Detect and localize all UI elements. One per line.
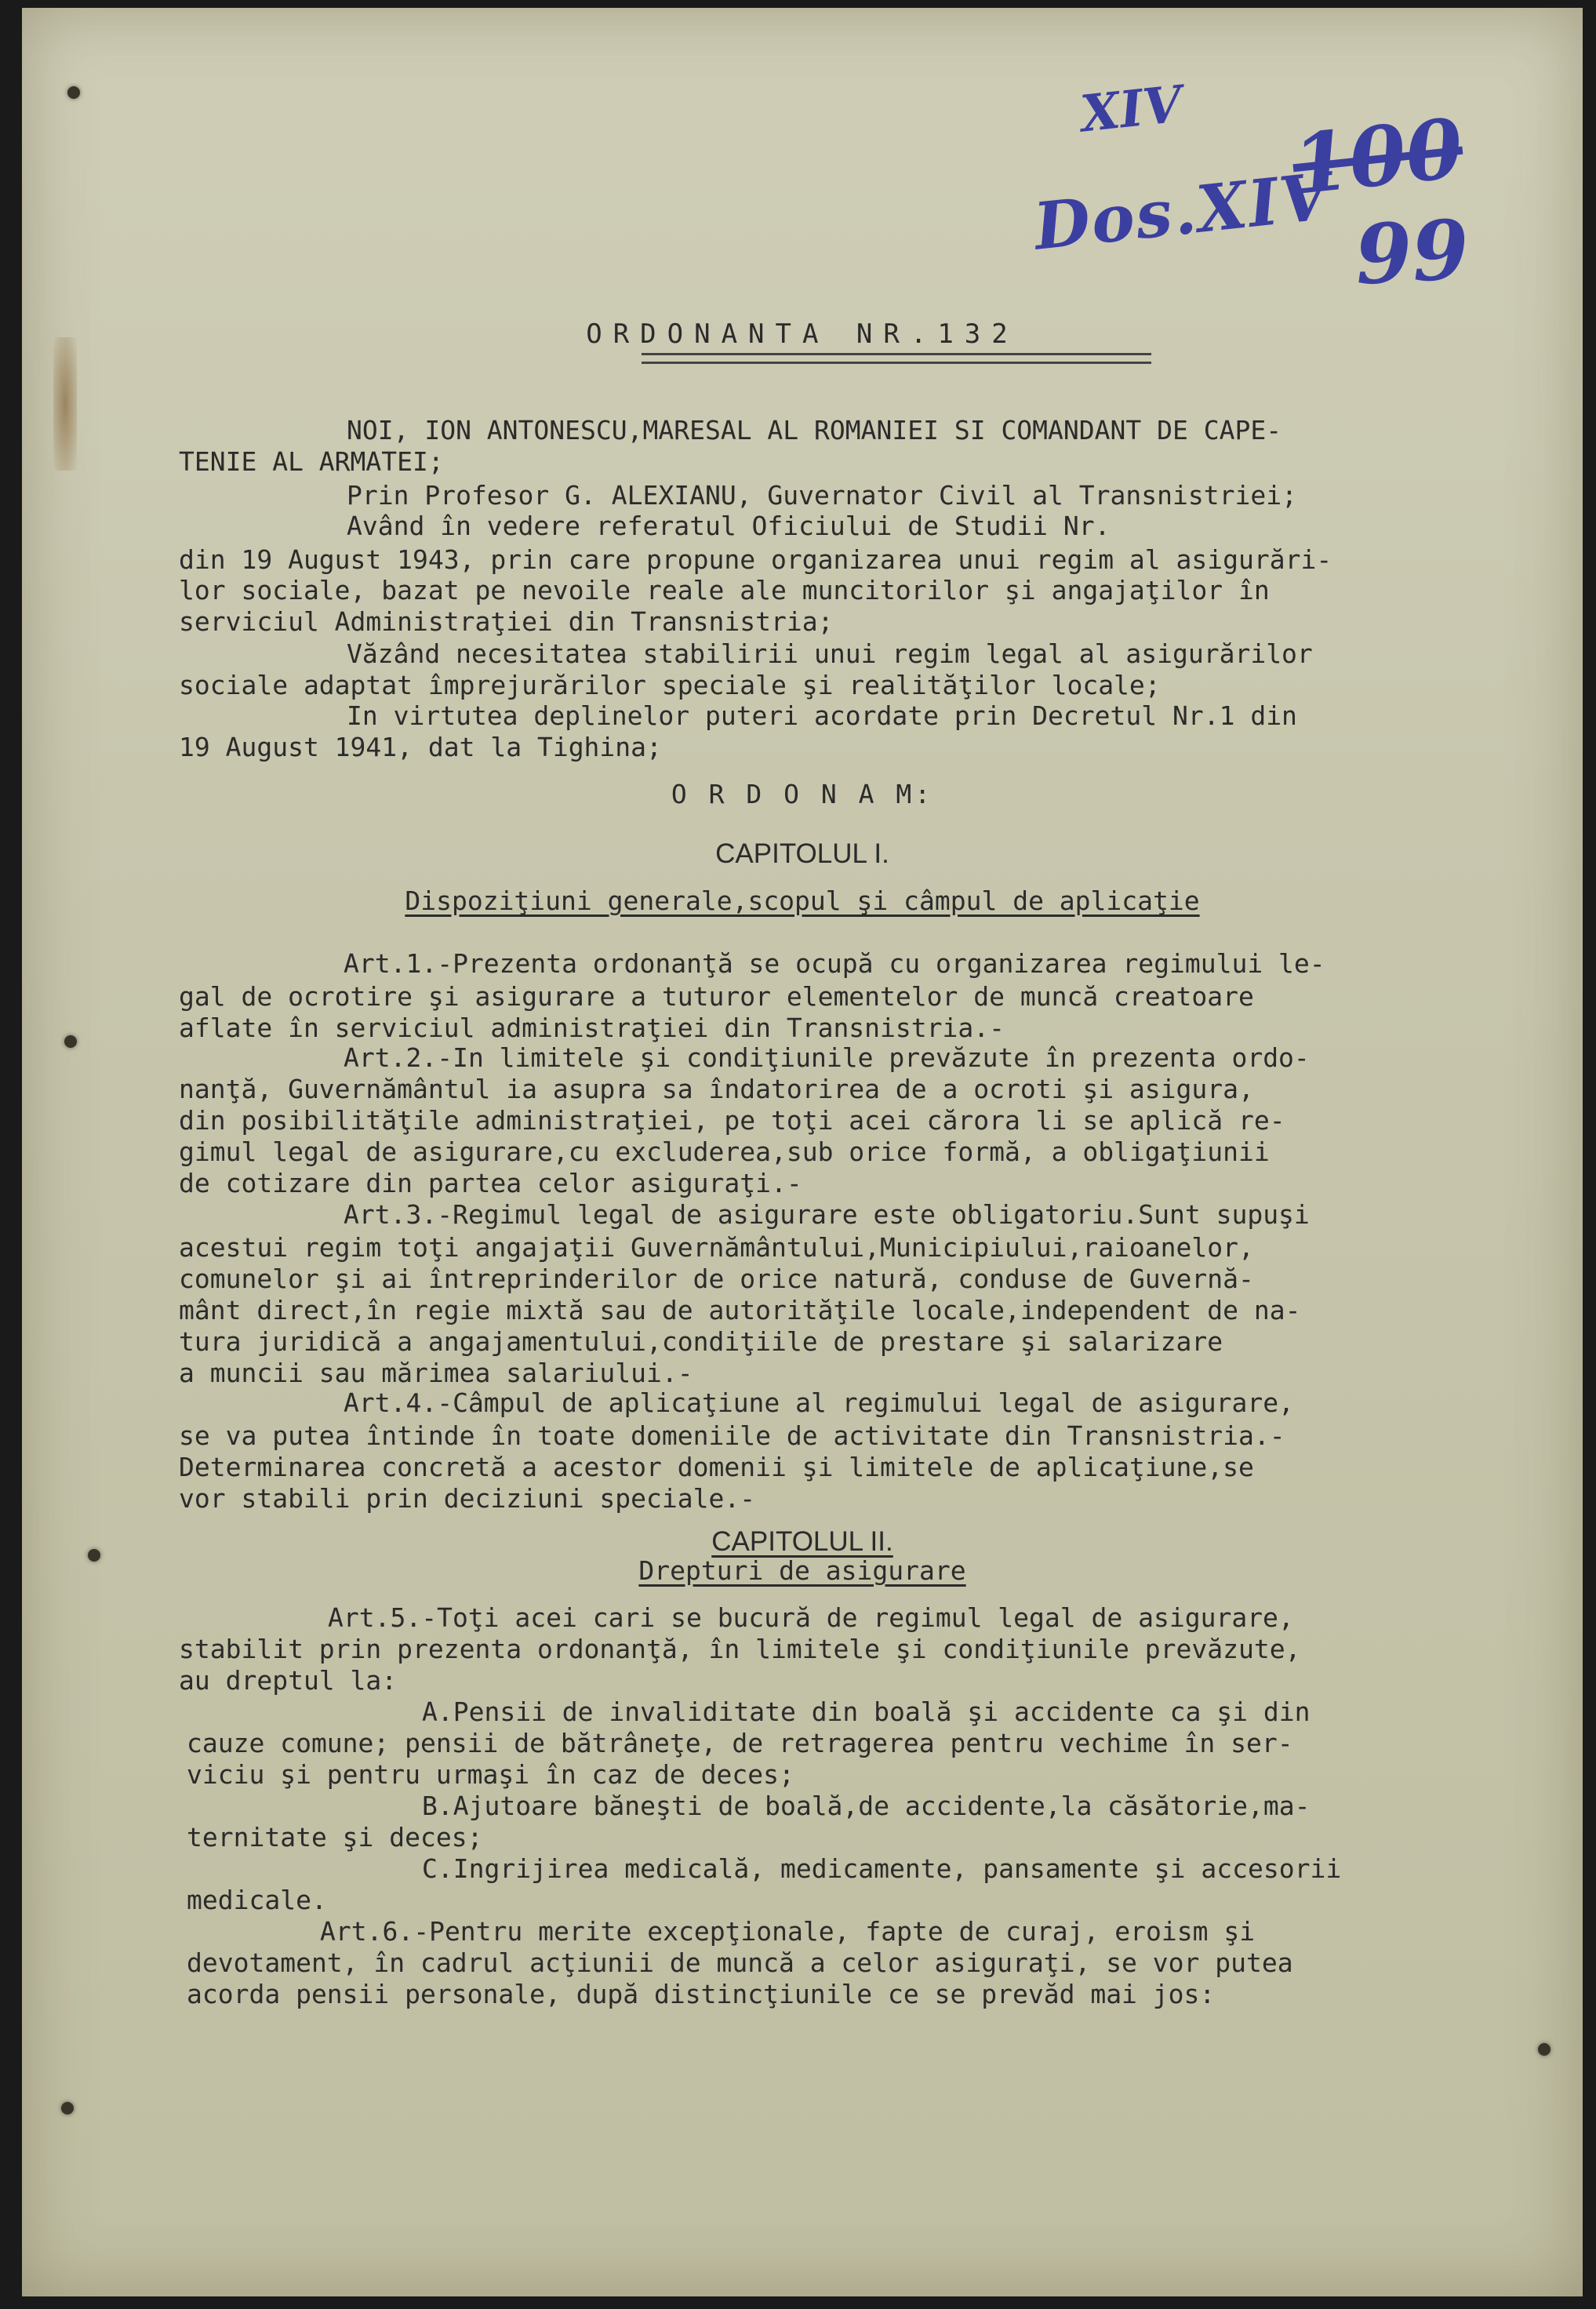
chapter-1-subheading: Dispoziţiuni generale,scopul şi câmpul de aplicaţie	[405, 885, 1200, 916]
punch-hole	[1538, 2043, 1551, 2056]
article-line: B.Ajutoare băneşti de boală,de accidente,la căsătorie,ma-	[422, 1791, 1311, 1821]
preamble-line: Văzând necesitatea stabilirii unui regim legal al asigurărilor	[347, 638, 1313, 669]
article-line: din posibilităţile administraţiei, pe toţi acei cărora li se aplică re-	[179, 1105, 1285, 1136]
article-line: a muncii sau mărimea salariului.-	[179, 1358, 693, 1388]
article-line: Determinarea concretă a acestor domenii şi limitele de aplicaţiune,se	[179, 1452, 1254, 1482]
rust-stain	[53, 337, 77, 471]
article-line: Art.4.-Câmpul de aplicaţiune al regimului legal de asigurare,	[344, 1387, 1294, 1418]
preamble-line: In virtutea deplinelor puteri acordate prin Decretul Nr.1 din	[347, 700, 1297, 731]
article-line: medicale.	[187, 1885, 327, 1915]
article-line: Art.6.-Pentru merite excepţionale, fapte de curaj, eroism şi	[320, 1916, 1256, 1947]
preamble-line: din 19 August 1943, prin care propune organizarea unui regim al asigurări-	[179, 544, 1332, 575]
preamble-line: NOI, ION ANTONESCU,MARESAL AL ROMANIEI SI COMANDANT DE CAPE-	[347, 415, 1282, 445]
title-double-rule	[642, 353, 1151, 364]
preamble-line: lor sociale, bazat pe nevoile reale ale muncitorilor şi angajaţilor în	[179, 575, 1270, 605]
article-line: C.Ingrijirea medicală, medicamente, pansamente şi accesorii	[422, 1853, 1342, 1884]
article-line: tura juridică a angajamentului,condiţiile de prestare şi salarizare	[179, 1326, 1223, 1357]
annotation-roman: XIV	[1078, 75, 1185, 144]
article-line: acestui regim toţi angajaţii Guvernământului,Municipiului,raioanelor,	[179, 1232, 1254, 1263]
annotation-dossier: Dos.XIV	[1031, 158, 1336, 265]
article-line: A.Pensii de invaliditate din boală şi accidente ca şi din	[422, 1696, 1311, 1727]
article-line: nanţă, Guvernământul ia asupra sa îndatorirea de a ocroti şi asigura,	[179, 1074, 1254, 1104]
article-line: gal de ocrotire şi asigurare a tuturor elementelor de muncă creatoare	[179, 981, 1254, 1012]
article-line: devotament, în cadrul acţiunii de muncă a celor asiguraţi, se vor putea	[187, 1947, 1293, 1978]
annotation-struck-number: 100	[1288, 99, 1467, 214]
article-line: Art.5.-Toţi acei cari se bucură de regimul legal de asigurare,	[328, 1602, 1294, 1633]
article-line: comunelor şi ai întreprinderilor de orice natură, conduse de Guvernă-	[179, 1264, 1254, 1294]
article-line: acorda pensii personale, după distincţiunile ce se prevăd mai jos:	[187, 1979, 1216, 2009]
preamble-line: 19 August 1941, dat la Tighina;	[179, 732, 662, 762]
document-title: ORDONANTA NR.132	[586, 318, 1019, 350]
preamble-line: TENIE AL ARMATEI;	[179, 446, 444, 477]
article-line: vor stabili prin deciziuni speciale.-	[179, 1483, 756, 1514]
article-line: stabilit prin prezenta ordonanţă, în limitele şi condiţiunile prevăzute,	[179, 1634, 1301, 1664]
chapter-2-subheading: Drepturi de asigurare	[638, 1555, 966, 1586]
article-line: aflate în serviciul administraţiei din Transnistria.-	[179, 1013, 1005, 1043]
punch-hole	[67, 86, 80, 99]
preamble-line: Având în vedere referatul Oficiului de Studii Nr.	[347, 511, 1111, 541]
article-line: au dreptul la:	[179, 1665, 398, 1696]
article-line: ternitate şi deces;	[187, 1822, 483, 1853]
preamble-line: Prin Profesor G. ALEXIANU, Guvernator Civil al Transnistriei;	[347, 480, 1297, 511]
chapter-2-heading: CAPITOLUL II.	[711, 1526, 893, 1557]
article-line: de cotizare din partea celor asiguraţi.-	[179, 1168, 802, 1198]
article-line: cauze comune; pensii de bătrâneţe, de retragerea pentru vechime în ser-	[187, 1728, 1293, 1758]
document-page	[22, 8, 1583, 2296]
preamble-line: serviciul Administraţiei din Transnistria;	[179, 606, 834, 637]
punch-hole	[61, 2102, 74, 2114]
chapter-1-heading: CAPITOLUL I.	[715, 838, 889, 869]
article-line: viciu şi pentru urmaşi în caz de deces;	[187, 1759, 794, 1790]
article-line: mânt direct,în regie mixtă sau de autorităţile locale,independent de na-	[179, 1295, 1301, 1325]
preamble-line: sociale adaptat împrejurărilor speciale şi realităţilor locale;	[179, 670, 1161, 700]
punch-hole	[64, 1035, 77, 1048]
article-line: Art.1.-Prezenta ordonanţă se ocupă cu organizarea regimului le-	[344, 948, 1325, 979]
article-line: se va putea întinde în toate domeniile de activitate din Transnistria.-	[179, 1420, 1285, 1451]
article-line: Art.2.-In limitele şi condiţiunile prevăzute în prezenta ordo-	[344, 1042, 1310, 1073]
article-line: gimul legal de asigurare,cu excluderea,sub orice formă, a obligaţiunii	[179, 1136, 1270, 1167]
article-line: Art.3.-Regimul legal de asigurare este obligatoriu.Sunt supuşi	[344, 1199, 1310, 1230]
annotation-page-number: 99	[1352, 201, 1471, 304]
ordonam-heading: O R D O N A M:	[671, 779, 934, 809]
